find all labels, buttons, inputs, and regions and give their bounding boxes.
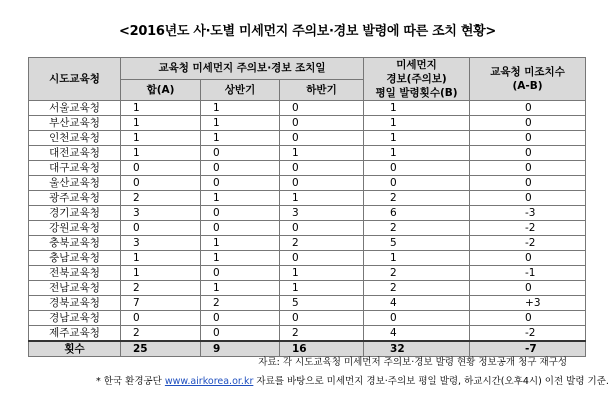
sum-cell: 25 xyxy=(121,341,201,357)
sum-cell: 1 xyxy=(121,251,201,266)
header-region: 시도교육청 xyxy=(29,58,121,101)
table-row xyxy=(29,161,586,176)
diff-cell: 0 xyxy=(470,146,586,161)
first-half-cell: 1 xyxy=(201,116,280,131)
sum-cell: 1 xyxy=(121,131,201,146)
second-half-cell: 2 xyxy=(280,326,364,342)
sum-cell: 1 xyxy=(121,116,201,131)
first-half-cell: 0 xyxy=(201,206,280,221)
footnote-suffix: 자료를 바탕으로 미세먼지 경보·주의보 평일 발령, 하교시간(오후4시) 이전 발령 기준. xyxy=(256,376,609,387)
sum-cell: 3 xyxy=(121,206,201,221)
alert-count-cell: 2 xyxy=(364,281,470,296)
region-cell: 인천교육청 xyxy=(29,131,121,146)
sum-cell: 3 xyxy=(121,236,201,251)
region-cell: 강원교육청 xyxy=(29,221,121,236)
second-half-cell: 2 xyxy=(280,236,364,251)
second-half-cell: 0 xyxy=(280,221,364,236)
footnote xyxy=(96,373,609,387)
table-row xyxy=(29,191,586,206)
sum-cell: 1 xyxy=(121,266,201,281)
second-half-cell: 0 xyxy=(280,176,364,191)
diff-cell: 0 xyxy=(470,251,586,266)
diff-cell: 0 xyxy=(470,176,586,191)
header-alert-count xyxy=(364,58,470,101)
second-half-cell: 5 xyxy=(280,296,364,311)
diff-cell: 0 xyxy=(470,281,586,296)
first-half-cell: 0 xyxy=(201,146,280,161)
footnote-prefix: * 한국 환경공단 xyxy=(96,376,162,387)
table-row xyxy=(29,176,586,191)
second-half-cell: 1 xyxy=(280,266,364,281)
sum-cell: 0 xyxy=(121,176,201,191)
region-cell: 대전교육청 xyxy=(29,146,121,161)
header-second-half: 하반기 xyxy=(280,79,364,101)
region-cell: 경남교육청 xyxy=(29,311,121,326)
region-cell: 경북교육청 xyxy=(29,296,121,311)
first-half-cell: 0 xyxy=(201,221,280,236)
table-row xyxy=(29,146,586,161)
alert-count-cell: 1 xyxy=(364,101,470,116)
header-alert-count-line1: 미세먼지 xyxy=(396,59,437,71)
second-half-cell: 0 xyxy=(280,251,364,266)
diff-cell: -2 xyxy=(470,326,586,342)
diff-cell: -1 xyxy=(470,266,586,281)
alert-count-cell: 1 xyxy=(364,146,470,161)
header-alert-count-line3: 평일 발령횟수(B) xyxy=(375,87,458,99)
alert-count-cell: 6 xyxy=(364,206,470,221)
sum-cell: 7 xyxy=(121,296,201,311)
first-half-cell: 0 xyxy=(201,266,280,281)
alert-count-cell: 5 xyxy=(364,236,470,251)
diff-cell: -3 xyxy=(470,206,586,221)
sum-cell: 2 xyxy=(121,281,201,296)
second-half-cell: 0 xyxy=(280,116,364,131)
table-body xyxy=(29,101,586,357)
table-row xyxy=(29,236,586,251)
table-row xyxy=(29,206,586,221)
region-cell: 제주교육청 xyxy=(29,326,121,342)
second-half-cell: 0 xyxy=(280,311,364,326)
sum-cell: 0 xyxy=(121,161,201,176)
alert-count-cell: 32 xyxy=(364,341,470,357)
alert-count-cell: 2 xyxy=(364,221,470,236)
alert-count-cell: 4 xyxy=(364,296,470,311)
second-half-cell: 0 xyxy=(280,131,364,146)
diff-cell: +3 xyxy=(470,296,586,311)
first-half-cell: 1 xyxy=(201,101,280,116)
first-half-cell: 1 xyxy=(201,281,280,296)
sum-cell: 2 xyxy=(121,191,201,206)
header-diff-line2: (A-B) xyxy=(512,80,543,92)
header-diff xyxy=(470,58,586,101)
alert-count-cell: 0 xyxy=(364,176,470,191)
table-row xyxy=(29,221,586,236)
diff-cell: 0 xyxy=(470,191,586,206)
header-diff-line1: 교육청 미조치수 xyxy=(490,66,565,78)
diff-cell: 0 xyxy=(470,311,586,326)
second-half-cell: 3 xyxy=(280,206,364,221)
first-half-cell: 0 xyxy=(201,326,280,342)
first-half-cell: 1 xyxy=(201,251,280,266)
second-half-cell: 1 xyxy=(280,281,364,296)
region-cell: 대구교육청 xyxy=(29,161,121,176)
diff-cell: 0 xyxy=(470,131,586,146)
alert-count-cell: 1 xyxy=(364,251,470,266)
second-half-cell: 16 xyxy=(280,341,364,357)
table-row xyxy=(29,251,586,266)
table-row xyxy=(29,116,586,131)
first-half-cell: 0 xyxy=(201,161,280,176)
region-cell: 횟수 xyxy=(29,341,121,357)
table-row xyxy=(29,131,586,146)
header-alert-count-line2: 경보(주의보) xyxy=(386,73,447,85)
header-action-group: 교육청 미세먼지 주의보·경보 조치일 xyxy=(121,58,364,80)
second-half-cell: 1 xyxy=(280,146,364,161)
alert-count-cell: 1 xyxy=(364,116,470,131)
region-cell: 울산교육청 xyxy=(29,176,121,191)
second-half-cell: 0 xyxy=(280,101,364,116)
first-half-cell: 0 xyxy=(201,176,280,191)
table-row xyxy=(29,296,586,311)
second-half-cell: 0 xyxy=(280,161,364,176)
diff-cell: 0 xyxy=(470,116,586,131)
region-cell: 부산교육청 xyxy=(29,116,121,131)
sum-cell: 1 xyxy=(121,101,201,116)
first-half-cell: 1 xyxy=(201,236,280,251)
alert-count-cell: 0 xyxy=(364,161,470,176)
alert-count-cell: 2 xyxy=(364,266,470,281)
second-half-cell: 1 xyxy=(280,191,364,206)
airkorea-link[interactable]: www.airkorea.or.kr xyxy=(164,376,254,387)
table-row xyxy=(29,101,586,116)
sum-cell: 1 xyxy=(121,146,201,161)
region-cell: 서울교육청 xyxy=(29,101,121,116)
region-cell: 전남교육청 xyxy=(29,281,121,296)
alert-count-cell: 2 xyxy=(364,191,470,206)
table-title: <2016년도 사·도별 미세먼지 주의보·경보 발령에 따른 조치 현황> xyxy=(119,24,496,39)
alert-count-cell: 1 xyxy=(364,131,470,146)
region-cell: 충북교육청 xyxy=(29,236,121,251)
table-row xyxy=(29,281,586,296)
first-half-cell: 2 xyxy=(201,296,280,311)
source-note: 자료: 각 시도교육청 미세먼저 주의보·경보 발령 현황 정보공개 청구 재구성 xyxy=(258,357,567,368)
diff-cell: 0 xyxy=(470,101,586,116)
first-half-cell: 1 xyxy=(201,191,280,206)
table-row xyxy=(29,311,586,326)
diff-cell: -7 xyxy=(470,341,586,357)
region-cell: 충남교육청 xyxy=(29,251,121,266)
diff-cell: -2 xyxy=(470,221,586,236)
header-sum: 합(A) xyxy=(121,79,201,101)
sum-cell: 2 xyxy=(121,326,201,342)
region-cell: 전북교육청 xyxy=(29,266,121,281)
table-row xyxy=(29,266,586,281)
table-row xyxy=(29,326,586,342)
header-first-half: 상반기 xyxy=(201,79,280,101)
first-half-cell: 0 xyxy=(201,311,280,326)
sum-cell: 0 xyxy=(121,311,201,326)
sum-cell: 0 xyxy=(121,221,201,236)
region-cell: 광주교육청 xyxy=(29,191,121,206)
alert-count-cell: 0 xyxy=(364,311,470,326)
alert-action-table xyxy=(28,57,586,357)
first-half-cell: 1 xyxy=(201,131,280,146)
alert-count-cell: 4 xyxy=(364,326,470,342)
first-half-cell: 9 xyxy=(201,341,280,357)
diff-cell: 0 xyxy=(470,161,586,176)
diff-cell: -2 xyxy=(470,236,586,251)
region-cell: 경기교육청 xyxy=(29,206,121,221)
